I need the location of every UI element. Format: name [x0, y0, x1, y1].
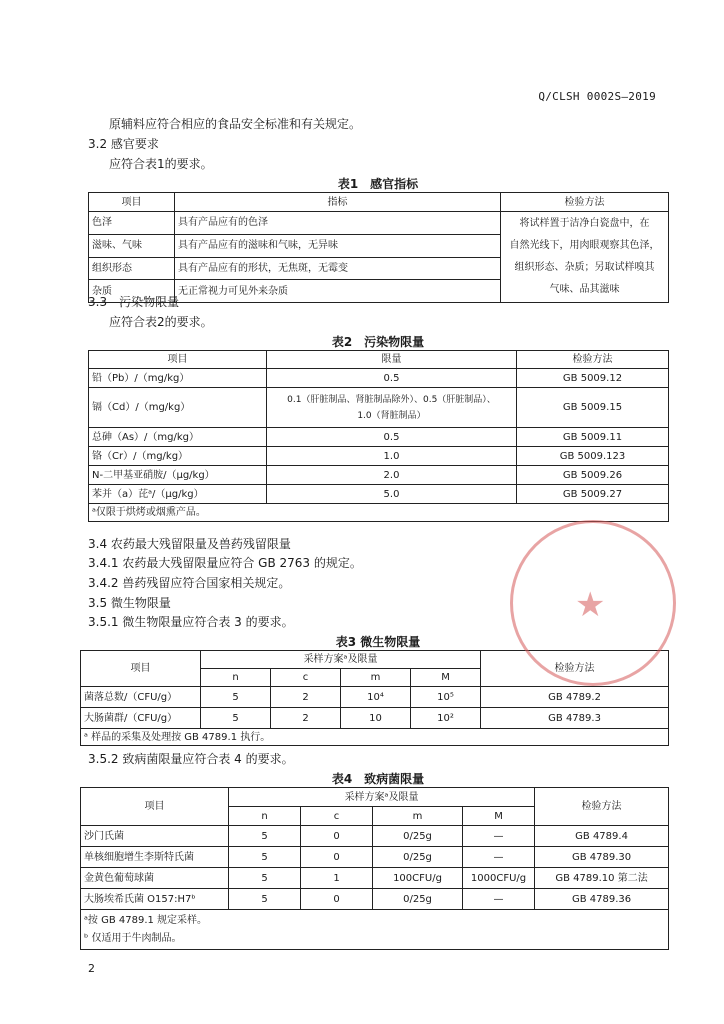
- table4-row-c: 0: [301, 889, 373, 910]
- page-number: 2: [88, 962, 95, 975]
- table2-row-item: 镉（Cd）/（mg/kg）: [89, 388, 267, 428]
- table2-row-item: 铬（Cr）/（mg/kg）: [89, 447, 267, 466]
- table2-row-method: GB 5009.15: [517, 388, 669, 428]
- table2-row-item: N-二甲基亚硝胺/（μg/kg）: [89, 466, 267, 485]
- table3-row-item: 大肠菌群/（CFU/g）: [81, 708, 201, 729]
- table1-row-item: 组织形态: [89, 257, 175, 280]
- table3-header-method: 检验方法: [481, 651, 669, 687]
- table3-sub-n: n: [201, 669, 271, 687]
- table2-footnote: ᵃ仅限于烘烤或烟熏产品。: [89, 504, 669, 522]
- table3-row-M: 10⁵: [411, 687, 481, 708]
- table3-row-n: 5: [201, 708, 271, 729]
- table3-sub-c: c: [271, 669, 341, 687]
- table4-footnotes: [81, 910, 669, 950]
- table2-row-method: GB 5009.12: [517, 369, 669, 388]
- table4-row-M: —: [463, 826, 535, 847]
- table4-row-c: 1: [301, 868, 373, 889]
- section-3-5-1: 3.5.1 微生物限量应符合表 3 的要求。: [88, 615, 294, 629]
- table4-row-n: 5: [229, 889, 301, 910]
- table4-row-n: 5: [229, 847, 301, 868]
- section-3-4-2: 3.4.2 兽药残留应符合国家相关规定。: [88, 576, 291, 590]
- table3-row-c: 2: [271, 687, 341, 708]
- table1-header-indicator: 指标: [175, 193, 501, 212]
- table4-sub-M: M: [463, 807, 535, 826]
- table3-row-m: 10⁴: [341, 687, 411, 708]
- table1-header-method: 检验方法: [501, 193, 669, 212]
- table2-contaminants: [88, 350, 669, 522]
- document-code: Q/CLSH 0002S—2019: [538, 90, 656, 103]
- table2-cd-limit-line1: 0.1（肝脏制品、肾脏制品除外）、0.5（肝脏制品）、: [287, 394, 496, 405]
- table1-method-line: 气味、品其滋味: [549, 284, 620, 295]
- table4-row-m: 0/25g: [373, 826, 463, 847]
- table4-row-m: 0/25g: [373, 847, 463, 868]
- table2-row-item: 铅（Pb）/（mg/kg）: [89, 369, 267, 388]
- table3-header-item: 项目: [81, 651, 201, 687]
- intro-line: 原辅料应符合相应的食品安全标准和有关规定。: [109, 117, 362, 131]
- table4-sub-m: m: [373, 807, 463, 826]
- table1-row-indicator: 无正常视力可见外来杂质: [175, 280, 501, 303]
- table3-row-m: 10: [341, 708, 411, 729]
- section-3-2-body: 应符合表1的要求。: [109, 157, 213, 171]
- table1-method-line: 将试样置于洁净白瓷盘中，在: [519, 218, 650, 229]
- table2-header-method: 检验方法: [517, 351, 669, 369]
- table4-footnote-a: ᵃ按 GB 4789.1 规定采样。: [84, 914, 208, 926]
- table3-row-c: 2: [271, 708, 341, 729]
- table2-row-item: 总砷（As）/（mg/kg）: [89, 428, 267, 447]
- table4-row-M: —: [463, 889, 535, 910]
- section-3-4-1: 3.4.1 农药最大残留限量应符合 GB 2763 的规定。: [88, 556, 362, 570]
- table3-header-plan: 采样方案ᵃ及限量: [201, 651, 481, 669]
- table4-footnote-b: ᵇ 仅适用于牛肉制品。: [84, 932, 182, 944]
- section-3-4-heading: 3.4 农药最大残留限量及兽药残留限量: [88, 537, 291, 551]
- table3-sub-M: M: [411, 669, 481, 687]
- seal-edge-fragment: [700, 325, 718, 395]
- table4-row-M: —: [463, 847, 535, 868]
- table3-row-method: GB 4789.2: [481, 687, 669, 708]
- table2-row-method: GB 5009.27: [517, 485, 669, 504]
- table4-row-method: GB 4789.30: [535, 847, 669, 868]
- table2-cd-limit: [267, 388, 517, 428]
- table4-row-method: GB 4789.4: [535, 826, 669, 847]
- table4-header-item: 项目: [81, 788, 229, 826]
- table2-row-limit: 1.0: [267, 447, 517, 466]
- table1-row-indicator: 具有产品应有的色泽: [175, 212, 501, 235]
- table4-row-n: 5: [229, 826, 301, 847]
- table4-row-M: 1000CFU/g: [463, 868, 535, 889]
- table4-caption: 表4 致病菌限量: [331, 772, 425, 786]
- table4-row-method: GB 4789.36: [535, 889, 669, 910]
- table2-row-limit: 5.0: [267, 485, 517, 504]
- table2-row-limit: 0.5: [267, 428, 517, 447]
- section-3-3-heading: 3.3 污染物限量: [88, 295, 180, 309]
- table2-row-limit: 2.0: [267, 466, 517, 485]
- section-3-2-heading: 3.2 感官要求: [88, 137, 159, 151]
- table1-caption: 表1 感官指标: [337, 177, 419, 191]
- table2-cd-limit-line2: 1.0（肾脏制品）: [357, 410, 426, 421]
- table4-row-c: 0: [301, 826, 373, 847]
- table3-row-method: GB 4789.3: [481, 708, 669, 729]
- table4-row-item: 单核细胞增生李斯特氏菌: [81, 847, 229, 868]
- table2-header-limit: 限量: [267, 351, 517, 369]
- table3-row-item: 菌落总数/（CFU/g）: [81, 687, 201, 708]
- table4-row-method: GB 4789.10 第二法: [535, 868, 669, 889]
- section-3-5-2: 3.5.2 致病菌限量应符合表 4 的要求。: [88, 752, 294, 766]
- table2-row-method: GB 5009.123: [517, 447, 669, 466]
- table4-sub-n: n: [229, 807, 301, 826]
- table2-caption: 表2 污染物限量: [331, 335, 425, 349]
- table3-row-M: 10²: [411, 708, 481, 729]
- table1-method-line: 自然光线下，用肉眼观察其色泽，: [509, 240, 660, 251]
- table1-row-item: 色泽: [89, 212, 175, 235]
- table4-row-item: 沙门氏菌: [81, 826, 229, 847]
- section-3-3-body: 应符合表2的要求。: [109, 315, 213, 329]
- table3-caption: 表3 微生物限量: [335, 635, 421, 649]
- table1-row-indicator: 具有产品应有的滋味和气味，无异味: [175, 234, 501, 257]
- table2-row-limit: 0.5: [267, 369, 517, 388]
- table1-row-indicator: 具有产品应有的形状，无焦斑，无霉变: [175, 257, 501, 280]
- table3-row-n: 5: [201, 687, 271, 708]
- table4-row-item: 金黄色葡萄球菌: [81, 868, 229, 889]
- table3-sub-m: m: [341, 669, 411, 687]
- table1-row-item: 杂质: [89, 280, 175, 303]
- section-3-5-heading: 3.5 微生物限量: [88, 596, 171, 610]
- table4-row-item: 大肠埃希氏菌 O157:H7ᵇ: [81, 889, 229, 910]
- table3-footnote: ᵃ 样品的采集及处理按 GB 4789.1 执行。: [81, 729, 669, 746]
- table4-pathogens: [80, 787, 669, 950]
- table1-sensory: [88, 192, 669, 303]
- table4-sub-c: c: [301, 807, 373, 826]
- table1-method-cell: [501, 212, 669, 303]
- seal-star-icon: ★: [575, 585, 606, 625]
- table2-row-item: 苯并（a）芘ᵃ/（μg/kg）: [89, 485, 267, 504]
- table2-row-method: GB 5009.11: [517, 428, 669, 447]
- table1-method-line: 组织形态、杂质；另取试样嗅其: [514, 262, 655, 273]
- table1-header-item: 项目: [89, 193, 175, 212]
- table4-header-method: 检验方法: [535, 788, 669, 826]
- table4-row-m: 0/25g: [373, 889, 463, 910]
- table4-header-plan: 采样方案ᵃ及限量: [229, 788, 535, 807]
- table4-row-n: 5: [229, 868, 301, 889]
- table2-row-method: GB 5009.26: [517, 466, 669, 485]
- table4-row-c: 0: [301, 847, 373, 868]
- table4-row-m: 100CFU/g: [373, 868, 463, 889]
- table1-row-item: 滋味、气味: [89, 234, 175, 257]
- table2-header-item: 项目: [89, 351, 267, 369]
